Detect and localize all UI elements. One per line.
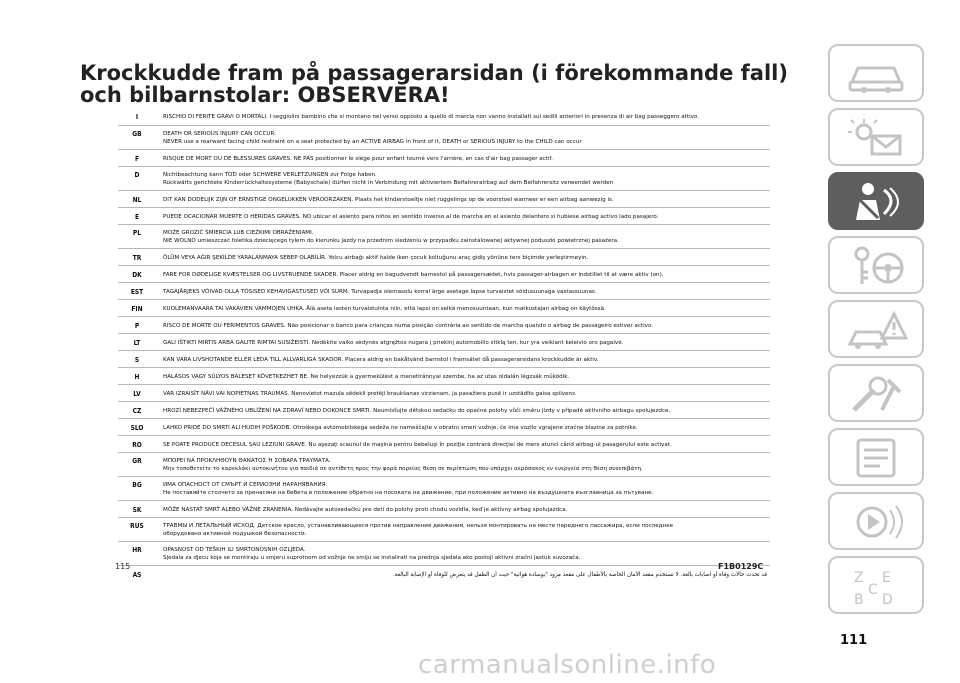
warning-text	[163, 373, 767, 381]
figure-label: 115	[115, 562, 131, 571]
warning-text-line: Μην τοποθετείτε το καρεκλάκι αυτοκινήτου για παιδιά σε αντίθετη προς την φορά πορείας θέση σε περίπτωση που υπάρχει αερόσακος εν ενεργεία στη θέση συνεπιβάτη.	[163, 466, 643, 472]
warning-row	[118, 282, 770, 300]
warning-row	[118, 316, 770, 334]
warning-text	[163, 171, 767, 187]
language-code: SLO	[130, 424, 144, 432]
warning-row	[118, 541, 770, 566]
warning-text	[163, 254, 767, 262]
page-number: 111	[840, 633, 868, 648]
chapter-tab[interactable]	[828, 492, 924, 550]
warning-text-line: PUEDE OCACIONAR MUERTE O HERIDAS GRAVES. NO ubicar el asiento para niños en sentido inverso al de marcha en el asiento delantero si hubiese airbag activo lado pasajero.	[163, 214, 659, 220]
warning-text	[163, 339, 767, 347]
svg-text:B: B	[854, 592, 864, 608]
warning-text	[163, 424, 767, 432]
warning-text-line: HALÁSOS VAGY SÚLYOS BALESET KÖVETKEZHET BE. Ne helyezzük a gyermekülést a menetiránnyal szembe, ha az utas oldalán légzsák működik.	[163, 374, 570, 380]
warning-text	[163, 390, 767, 398]
warning-text	[163, 571, 767, 579]
warning-text-line: FARE FOR DØDELIGE KVÆSTELSER OG LIVSTRUENDE SKADER. Placer aldrig en bagudvendt barnestol på passagersædet, hvis passager-airbagen er indstillet til at være aktiv (on).	[163, 272, 664, 278]
language-code: RO	[132, 441, 142, 449]
warning-text-line: ТРАВМЫ И ЛЕТАЛЬНЫЙ ИСХОД. Детское кресло, устанавливающееся против направления движения, нельзя монтировать на месте переднего пассажира, если последнее	[163, 523, 674, 529]
warning-row	[118, 500, 770, 518]
warning-text-line: MOŻE GROZIĆ ŚMIERCIA LUB CIEŻKIMI OBRAŻENIAMI.	[163, 230, 314, 236]
language-code: F	[134, 155, 140, 163]
warning-text-line: VAR IZRAISĪT NĀVI VAI NOPIETNAS TRAUMAS. Nenovietot mazuļa sēdekli pretēji braukšanas virzienam, ja pasažiera pusē ir uzstādīts gaisa spilvens.	[163, 391, 577, 397]
warning-row	[118, 224, 770, 249]
language-code: HR	[132, 546, 142, 554]
warning-row	[118, 565, 770, 583]
language-code: EST	[130, 288, 144, 296]
warning-text	[163, 407, 767, 415]
warning-row	[118, 367, 770, 385]
warning-row	[118, 190, 770, 208]
warning-text-line: DEATH OR SERIOUS INJURY CAN OCCUR.	[163, 131, 276, 137]
chapter-tab[interactable]	[828, 108, 924, 166]
warning-row	[118, 333, 770, 351]
warning-text-line: GALI IŠTIKTI MIRTIS ARBA GALITE RIMTAI SUSIŽEISTI. Nedėkite vaiko sėdynės atgręžtos nugara į priekinį automobilio stiklą ten, kur yra veikiant keleivio oro pagalvė.	[163, 340, 624, 346]
warning-row	[118, 248, 770, 266]
warning-text-line: Rückwärts gerichtete Kinderrückhaltesysteme (Babyschale) dürfen nicht in Verbindung mit aktiviertem Beifahrerairbag auf dem Beifahrersitz verwendet werden	[163, 180, 614, 186]
chapter-tab[interactable]	[828, 300, 924, 358]
warning-text-line: HROZÍ NEBEZPEČÍ VÁŽNÉHO UBLÍŽENÍ NA ZDRAVÍ NEBO DOKONCE SMRTI. Neumísťujte dětskou sedačku do opačné polohy vůči směru jízdy v případě aktivního airbagu spolujezdce.	[163, 408, 671, 414]
warning-text-line: DIT KAN DODELIJK ZIJN OF ERNSTIGE ONGELUKKEN VEROORZAKEN. Plaats het kinderstoeltje niet ruggelings op de voorstoel wanneer er een airbag aanwezig is.	[163, 197, 614, 203]
language-code: NL	[132, 196, 142, 204]
chapter-tab[interactable]	[828, 44, 924, 102]
warning-row	[118, 418, 770, 436]
language-code: RUS	[130, 522, 144, 530]
language-code: PL	[132, 229, 142, 237]
language-code: DK	[132, 271, 142, 279]
language-code: FIN	[131, 305, 143, 313]
chapter-sidebar	[828, 44, 924, 614]
warning-text-line: RISCHIO DI FERITE GRAVI O MORTALI. I seggiolini bambino che si montano nel verso opposto a quello di marcia non vanno installati sui sedili anteriori in presenza di air bag passeggero attivo.	[163, 114, 700, 120]
warning-text	[163, 546, 767, 562]
warning-text	[163, 271, 767, 279]
warning-row	[118, 166, 770, 191]
warning-text	[163, 196, 767, 204]
warning-text-line: MÔŽE NASTAŤ SMRŤ ALEBO VÁŽNE ZRANENIA. Nedávajte autosedačku pre deti do polohy proti chodu vozidla, keď je aktívny airbag spolujazdca.	[163, 507, 568, 513]
language-code: BG	[132, 481, 142, 489]
warning-text	[163, 305, 767, 313]
language-code: SK	[132, 506, 142, 514]
language-code: I	[135, 113, 139, 121]
warning-row	[118, 108, 770, 125]
warning-text	[163, 522, 767, 538]
warning-row	[118, 207, 770, 225]
warning-text	[163, 481, 767, 497]
chapter-tab[interactable]	[828, 428, 924, 486]
warning-row	[118, 517, 770, 542]
warning-row	[118, 350, 770, 368]
figure-code: F1B0129C	[718, 562, 764, 571]
warning-text	[163, 457, 767, 473]
warning-row	[118, 435, 770, 453]
warning-text-line: RISQUE DE MORT OU DE BLESSURES GRAVES. NE PAS positionner le siège pour enfant tourné vers l'arrière, en cas d'air bag passager actif.	[163, 156, 553, 162]
warning-text-line: LAHKO PRIDE DO SMRTI ALI HUDIH POŠKODB. Otroškega avtomobilskega sedeža ne nameščajte v obratni smeri vožnje, če ima vozilo vgrajene zračne blazine za potnike.	[163, 425, 638, 431]
language-code: AS	[132, 571, 142, 579]
svg-text:Z: Z	[854, 570, 864, 586]
warning-text-line: قد تحدث حالات وفاة أو اصابات بالغة. لا تستخدم مقعد الأمان الخاصة بالأطفال على مقعد مزود "بوسادة هوائية" حيث أن الطفل قد يتعرض للوفاة أو الإصابة البالغة.	[392, 572, 767, 578]
warning-text	[163, 130, 767, 146]
warning-row	[118, 452, 770, 477]
warning-text	[163, 506, 767, 514]
watermark: carmanualsonline.info	[418, 650, 717, 680]
language-code: LT	[133, 339, 141, 347]
warning-text	[163, 155, 767, 163]
warning-text	[163, 288, 767, 296]
warning-text-line: Nichtbeachtung kann TOD oder SCHWERE VERLETZUNGEN zur Folge haben.	[163, 172, 377, 178]
language-code: LV	[133, 390, 141, 398]
warning-text-line: RISCO DE MORTE OU FERIMENTOS GRAVES. Não posicionar o banco para crianças numa posição contrária ao sentido de marcha quando o airbag de passageiro estiver activo.	[163, 323, 654, 329]
warning-text-line: оборудовано активной подушкой безопасности.	[163, 531, 307, 537]
chapter-tab[interactable]	[828, 236, 924, 294]
warning-text-line: Sjedala za djecu koja se montiraju u smjeru suprotnom od vožnje ne smiju se instalirati na prednja sjedala ako postoji aktivni zračni jastuk suvozača.	[163, 555, 581, 561]
warning-text	[163, 322, 767, 330]
warning-text	[163, 229, 767, 245]
language-code: H	[134, 373, 140, 381]
warning-text-line: OPASNOST OD TEŠKIH ILI SMRTONOSNIH OZLJEDA.	[163, 547, 306, 553]
warning-text	[163, 113, 767, 121]
language-code: CZ	[132, 407, 142, 415]
language-code: TR	[132, 254, 142, 262]
chapter-tab[interactable]	[828, 556, 924, 614]
warning-text-line: NEVER use a rearward facing child restraint on a seat protected by an ACTIVE AIRBAG in front of it, DEATH or SERIOUS INJURY to the CHILD can occur	[163, 139, 582, 145]
chapter-tab[interactable]	[828, 172, 924, 230]
warning-text-line: Не поставяйте столчето за пренасяне на бебета в положение обратно на посоката на движение, при положение активно на въздушната възглавница за пътуване.	[163, 490, 654, 496]
svg-text:C: C	[868, 582, 878, 598]
warning-row	[118, 125, 770, 150]
svg-text:E: E	[882, 570, 891, 586]
warning-row	[118, 265, 770, 283]
warning-text-line: ΜΠΟΡΕΙ ΝΑ ΠΡΟΚΛΗΘΟΥΝ ΘΑΝΑΤΟΣ Ή ΣΟΒΑΡΑ ΤΡΑΥΜΑΤΑ.	[163, 458, 331, 464]
chapter-tab[interactable]	[828, 364, 924, 422]
warning-row	[118, 149, 770, 167]
warning-text-line: KUOLEMANVAARA TAI VAKAVIEN VAMMOJEN UHKA. Älä aseta lasten turvaistuinta niin, että lapsi on selkä menosuuntaan, kun matkustajan airbag on käytössä.	[163, 306, 606, 312]
warning-text	[163, 213, 767, 221]
warning-text-line: ИМА ОПАСНОСТ ОТ СМЪРТ И СЕРИОЗНИ НАРАНЯВАНИЯ.	[163, 482, 328, 488]
language-code: GB	[132, 130, 142, 138]
warning-text-line: SE POATE PRODUCE DECESUL SAU LEZIUNI GRAVE. Nu aşezaţi scaunul de maşină pentru bebeluşi în poziţie contrară direcţiei de mers atunci când airbag-ul pasagerului este activat.	[163, 442, 672, 448]
warning-text-line: TAGAJÄRJEKS VÕIVAD OLLA TÕSISED KEHAVIGASTUSED VÕI SURM. Turvapadja olemasolu korral ärge asetage lapse turvaistet sõidusuunaga vastassuunas.	[163, 289, 597, 295]
page-title: Krockkudde fram på passagerarsidan (i förekommande fall) och bilbarnstolar: OBSERVERA!	[80, 61, 788, 107]
language-code: GR	[132, 457, 142, 465]
warning-text-line: ÖLÜM VEYA AĞIR ŞEKİLDE YARALANMAYA SEBEP OLABİLİR. Yolcu airbağı aktif halde iken çocuk koltuğunu araç gidiş yönüne ters biçimde yerleştirmeyin.	[163, 255, 589, 261]
warning-text	[163, 356, 767, 364]
warning-text-line: NIE WOLNO umieszczać foletika dziecięcego tylem do kierunku jazdy na przednim siedzeniu w przypadku zainstalowanej aktywnej poduszki powietrznej pasażera.	[163, 238, 619, 244]
warning-text	[163, 441, 767, 449]
warning-row	[118, 476, 770, 501]
language-code: D	[134, 171, 140, 179]
language-code: S	[134, 356, 140, 364]
language-code: E	[134, 213, 140, 221]
svg-text:D: D	[882, 592, 893, 608]
warning-row	[118, 299, 770, 317]
warning-row	[118, 401, 770, 419]
language-code: P	[134, 322, 140, 330]
warning-text-line: KAN VARA LIVSHOTANDE ELLER LEDA TILL ALLVARLIGA SKADOR. Placera aldrig en bakåtvänd barnstol i framsätet då passagerarsidans krockkudde är aktiv.	[163, 357, 599, 363]
warning-row	[118, 384, 770, 402]
